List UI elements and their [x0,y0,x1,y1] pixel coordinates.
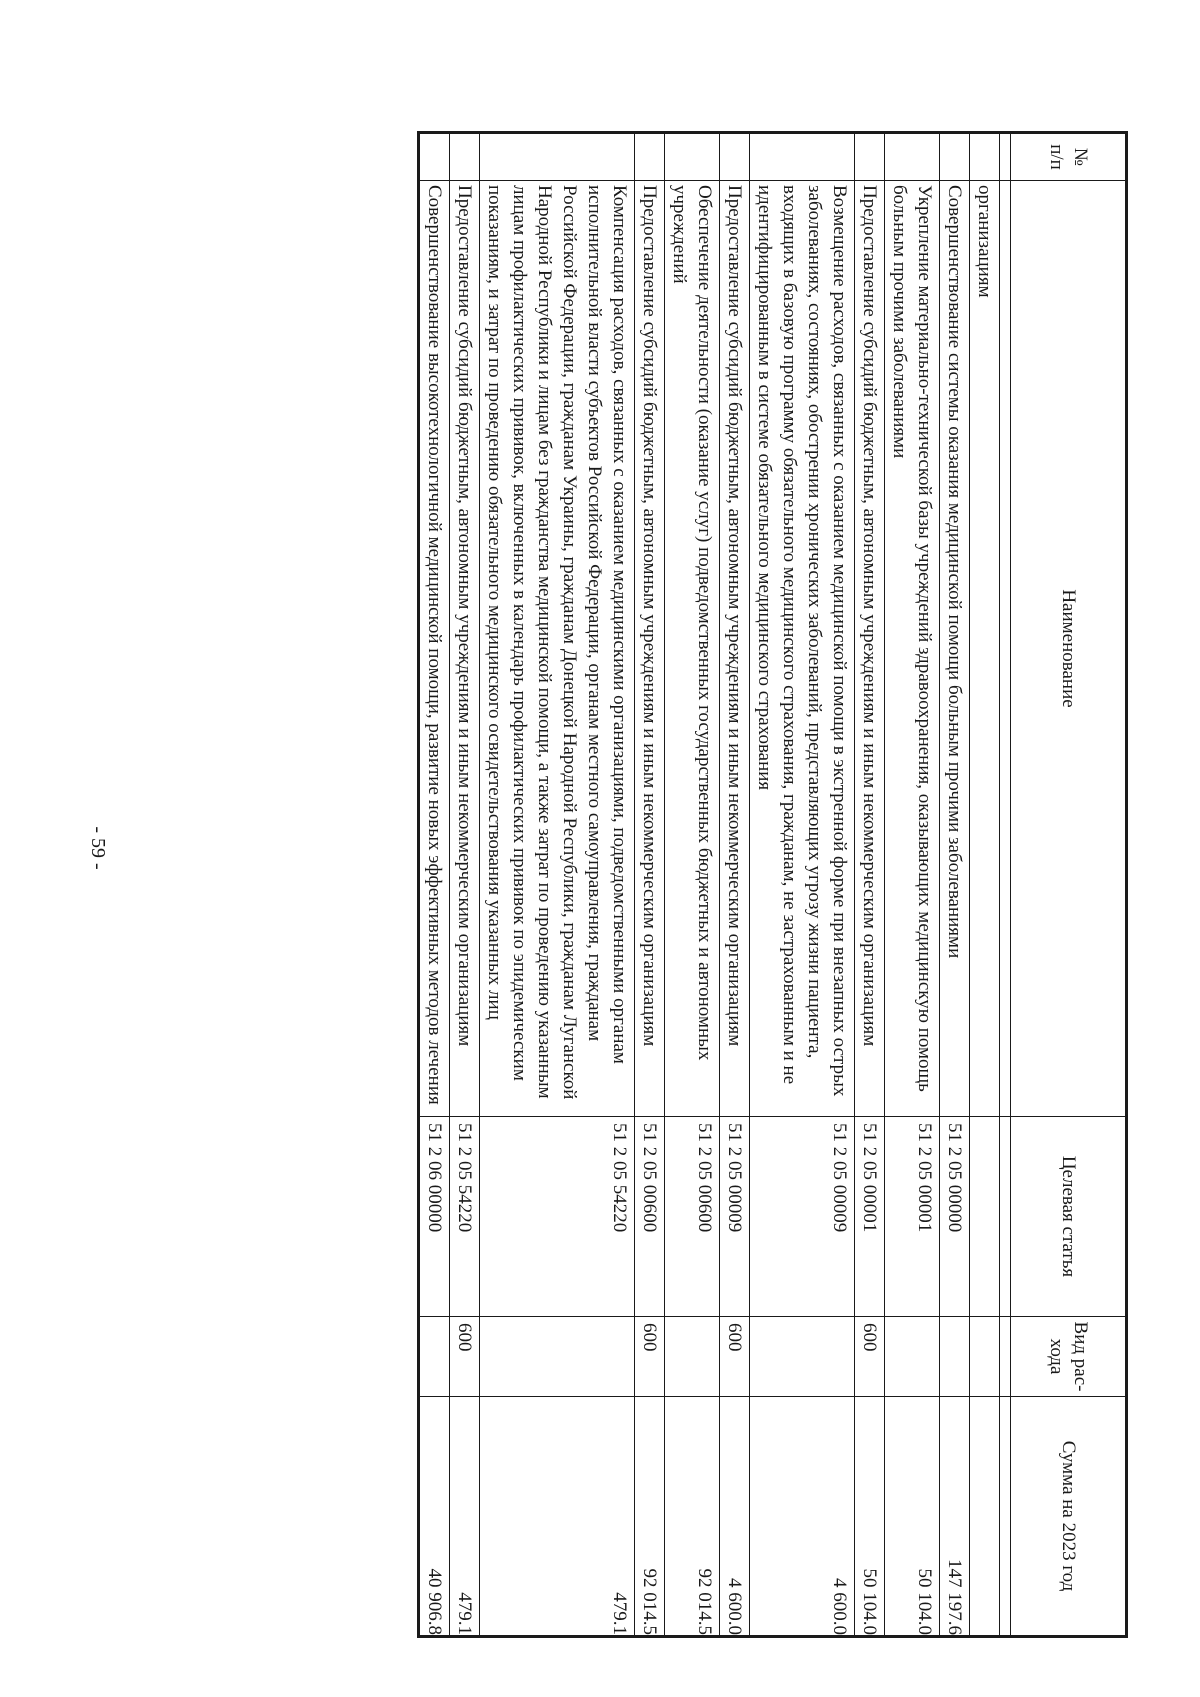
cell-num [940,133,970,181]
cell-vr [970,1317,1000,1397]
cell-name: Укрепление материально-технической базы учреждений здравоохранения, оказывающих медицинскую помощь больным прочими заболеваниями [885,181,940,1117]
table-row [450,133,480,1637]
cell-num [665,133,720,181]
cell-code: 51 2 05 00600 [665,1117,720,1317]
cell-num [855,133,885,181]
budget-table [417,131,1128,1638]
cell-sum [970,1397,1000,1637]
table-row [1000,133,1011,1637]
cell-sum: 4 600.0 [750,1397,855,1637]
cell-vr: 600 [720,1317,750,1397]
cell-vr [1000,1317,1011,1397]
cell-vr [940,1317,970,1397]
table-row [940,133,970,1637]
cell-name: Предоставление субсидий бюджетным, автономным учреждениям и иным некоммерческим организациям [635,181,665,1117]
cell-name: Обеспечение деятельности (оказание услуг) подведомственных государственных бюджетных и автономных учреждений [665,181,720,1117]
cell-vr: 600 [450,1317,480,1397]
cell-num [885,133,940,181]
cell-code [970,1117,1000,1317]
cell-name: Предоставление субсидий бюджетным, автономным учреждениям и иным некоммерческим организациям [720,181,750,1117]
cell-vr: 600 [855,1317,885,1397]
cell-num [635,133,665,181]
cell-sum: 92 014.5 [635,1397,665,1637]
cell-num [970,133,1000,181]
table-header-row [1011,133,1127,1637]
cell-num [480,133,635,181]
cell-code: 51 2 05 54220 [480,1117,635,1317]
cell-sum: 479.1 [480,1397,635,1637]
cell-name: Возмещение расходов, связанных с оказанием медицинской помощи в экстренной форме при внезапных острых заболеваниях, состояниях, обострении хронических заболеваний, представляющих угрозу жизни пациента, входящих в базовую программу обязательного медицинского страхования, гражданам, не застрахованным и не идентифицированным в системе обязательного медицинского страхования [750,181,855,1117]
cell-code: 51 2 05 00001 [855,1117,885,1317]
cell-sum: 50 104.0 [855,1397,885,1637]
cell-num [450,133,480,181]
table-row [885,133,940,1637]
cell-sum: 40 906.8 [419,1397,450,1637]
header-code: Целевая статья [1011,1117,1127,1317]
cell-name: Совершенствование высокотехнологичной медицинской помощи, развитие новых эффективных методов лечения [419,181,450,1117]
cell-code [1000,1117,1011,1317]
cell-code: 51 2 05 00001 [885,1117,940,1317]
cell-vr [750,1317,855,1397]
cell-name: организациям [970,181,1000,1117]
cell-name: Совершенствование системы оказания медицинской помощи больным прочими заболеваниями [940,181,970,1117]
cell-code: 51 2 05 00000 [940,1117,970,1317]
rotated-sheet [128,131,1128,1635]
table-row [635,133,665,1637]
table-row [855,133,885,1637]
table-row [720,133,750,1637]
cell-code: 51 2 06 00000 [419,1117,450,1317]
table-row [665,133,720,1637]
cell-num [1000,133,1011,181]
cell-code: 51 2 05 00009 [720,1117,750,1317]
header-name: Наименование [1011,181,1127,1117]
table-row [970,133,1000,1637]
cell-name: Предоставление субсидий бюджетным, автономным учреждениям и иным некоммерческим организациям [855,181,885,1117]
cell-vr: 600 [635,1317,665,1397]
cell-sum: 479.1 [450,1397,480,1637]
header-vr: Вид рас-хода [1011,1317,1127,1397]
cell-code: 51 2 05 00600 [635,1117,665,1317]
cell-sum: 50 104.0 [885,1397,940,1637]
table-row [419,133,450,1637]
cell-num [419,133,450,181]
header-sum: Сумма на 2023 год [1011,1397,1127,1637]
page-number: - 59 - [87,826,110,870]
cell-vr [419,1317,450,1397]
cell-vr [885,1317,940,1397]
cell-name: Предоставление субсидий бюджетным, автономным учреждениям и иным некоммерческим организациям [450,181,480,1117]
cell-code: 51 2 05 00009 [750,1117,855,1317]
cell-num [720,133,750,181]
table-row [750,133,855,1637]
cell-code: 51 2 05 54220 [450,1117,480,1317]
cell-sum: 92 014.5 [665,1397,720,1637]
cell-name [1000,181,1011,1117]
cell-vr [480,1317,635,1397]
cell-num [750,133,855,181]
cell-name: Компенсация расходов, связанных с оказанием медицинскими организациями, подведомственными органам исполнительной власти субъектов Российской Федерации, органам местного самоуправления, гражданам Российской Федерации, гражданам Украины, гражданам Донецкой Народной Республики, гражданам Луганской Народной Республики и лицам без гражданства медицинской помощи, а также затрат по проведению указанным лицам профилактических прививок, включенных в календарь профилактических прививок по эпидемическим показаниям, и затрат по проведению обязательного медицинского освидетельствования указанных лиц [480,181,635,1117]
header-num: № п/п [1011,133,1127,181]
cell-sum: 147 197.6 [940,1397,970,1637]
cell-sum [1000,1397,1011,1637]
cell-vr [665,1317,720,1397]
cell-sum: 4 600.0 [720,1397,750,1637]
table-row [480,133,635,1637]
